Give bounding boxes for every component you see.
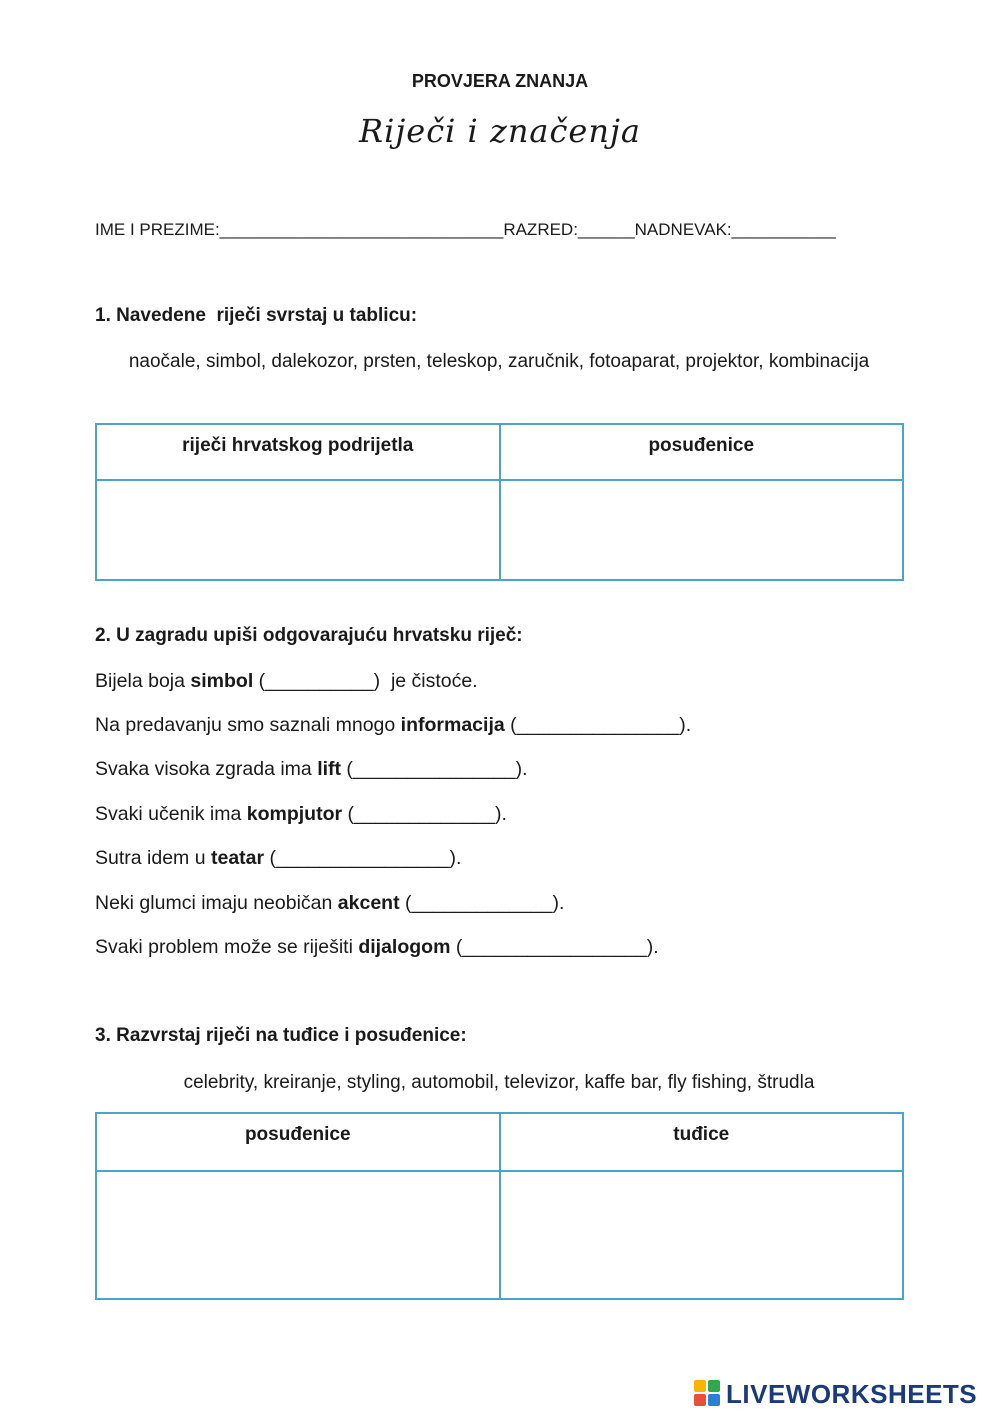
task1-answer-cell-loanwords[interactable] [500, 480, 904, 580]
task1-heading: 1. Navedene riječi svrstaj u tablicu: [95, 305, 418, 326]
task2-sentence: Svaki učenik ima kompjutor (_____________). [95, 803, 507, 825]
answer-blank[interactable]: (_____________). [399, 892, 565, 914]
target-word: dijalogom [358, 936, 451, 958]
student-info-line: IME I PREZIME:______________________________RAZRED:______NADNEVAK:___________ [95, 220, 836, 239]
target-word: kompjutor [246, 803, 343, 825]
page-header: PROVJERA ZNANJA [411, 71, 589, 91]
task2-heading: 2. U zagradu upiši odgovarajuću hrvatsku riječ: [95, 625, 523, 646]
target-word: informacija [400, 714, 505, 736]
target-word: teatar [210, 847, 265, 869]
task3-col-header-loanwords: posuđenice [96, 1113, 500, 1171]
target-word: akcent [337, 892, 400, 914]
task1-col-header-loanwords: posuđenice [500, 424, 904, 480]
task3-word-list: celebrity, kreiranje, styling, automobil, televizor, kaffe bar, fly fishing, štrudla [183, 1072, 815, 1093]
task1-word-list: naočale, simbol, dalekozor, prsten, teleskop, zaručnik, fotoaparat, projektor, kombinacija [128, 351, 870, 372]
task2-sentence: Na predavanju smo saznali mnogo informacija (_______________). [95, 714, 692, 736]
task3-heading: 3. Razvrstaj riječi na tuđice i posuđenice: [95, 1025, 467, 1046]
task3-table [95, 1112, 904, 1300]
task3-col-header-foreign-words: tuđice [500, 1113, 904, 1171]
task1-answer-cell-croatian[interactable] [96, 480, 500, 580]
task2-sentence: Svaki problem može se riješiti dijalogom (_________________). [95, 936, 659, 958]
liveworksheets-logo [694, 1374, 977, 1414]
answer-blank[interactable]: (_____________). [342, 803, 507, 825]
task1-col-header-croatian: riječi hrvatskog podrijetla [96, 424, 500, 480]
task3-answer-cell-loanwords[interactable] [96, 1171, 500, 1299]
answer-blank[interactable]: (_______________). [341, 758, 528, 780]
answer-blank[interactable]: (_________________). [450, 936, 659, 958]
task2-sentence: Neki glumci imaju neobičan akcent (_____________). [95, 892, 565, 914]
task2-sentence: Svaka visoka zgrada ima lift (_______________). [95, 758, 528, 780]
answer-blank[interactable]: (________________). [264, 847, 462, 869]
logo-text: LIVEWORKSHEETS [726, 1378, 978, 1409]
task1-table [95, 423, 904, 581]
task2-sentence: Sutra idem u teatar (________________). [95, 847, 462, 869]
answer-blank[interactable]: (_______________). [504, 714, 692, 736]
task3-answer-cell-foreign-words[interactable] [500, 1171, 904, 1299]
answer-blank[interactable]: (__________) je čistoće. [253, 670, 478, 692]
target-word: simbol [190, 670, 254, 692]
task2-sentence: Bijela boja simbol (__________) je čistoće. [95, 670, 478, 692]
logo-mark-icon [694, 1380, 722, 1408]
page-title: Riječi i značenja [359, 112, 641, 150]
target-word: lift [317, 758, 342, 780]
